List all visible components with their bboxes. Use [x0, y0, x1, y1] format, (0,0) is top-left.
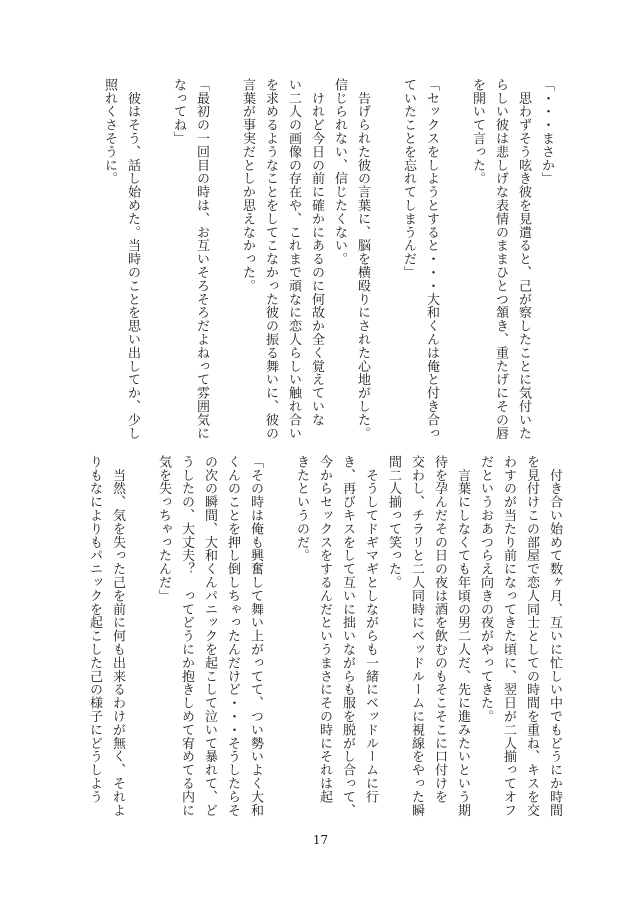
text-line: 当然、気を失った己を前に何も出来るわけが無く、それよ: [110, 455, 125, 817]
text-line: い二人の画像の存在や、これまで頑なに恋人らしい触れ合い: [286, 78, 301, 440]
text-line: きたというのだ。: [294, 455, 309, 563]
text-line: を見付けこの部屋で恋人同士としての時間を重ね、キスを交: [524, 455, 539, 817]
text-line: [129, 455, 152, 800]
text-line: を求めるようなことをしてこなかった彼の振る舞いに、彼の: [263, 78, 278, 440]
text-line: りもなによりもパニックを起こした己の様子にどうしよう: [87, 455, 102, 804]
text-line: 言葉にしなくても年頃の男二人だ、先に進みたいという期: [455, 455, 470, 817]
text-line: 信じられない、信じたくない。: [332, 78, 347, 266]
text-line: 言葉が事実だとしか思えなかった。: [240, 78, 255, 293]
text-line: 「セックスをしようとすると・・・大和くんは俺と付き合っ: [424, 78, 439, 440]
text-line: 気を失っちゃったんだ」: [156, 455, 171, 603]
text-line: くんのことを押し倒しちゃったんだけど・・・そうしたらそ: [225, 455, 240, 817]
text-line: [144, 78, 167, 438]
text-line: [443, 78, 466, 438]
text-line: を開いて言った。: [470, 78, 485, 186]
text-line: らしい彼は悲しげな表情のままひとつ頷き、重たげにその唇: [493, 78, 508, 440]
text-line: わすのが当たり前になってきた頃に、翌日が二人揃ってオフ: [501, 455, 516, 817]
text-line: 「その時は俺も興奮して舞い上がってて、つい勢いよく大和: [248, 455, 263, 817]
text-line: 告げられた彼の言葉に、脳を横殴りにされた心地がした。: [355, 78, 370, 440]
text-line: ていたことを忘れてしまうんだ」: [401, 78, 416, 279]
text-line: [374, 78, 397, 438]
text-line: 「・・・まさか」: [539, 78, 554, 186]
text-line: 照れくさそうに。: [102, 78, 117, 186]
text-line: 付き合い始めて数ヶ月、互いに忙しい中でもどうにか時間: [547, 455, 562, 817]
text-line: [213, 78, 236, 438]
top-text-block: [93, 78, 558, 438]
text-line: 今からセックスをするんだというまさにその時にそれは起: [317, 455, 332, 804]
text-line: 待を孕んだその日の夜は酒を飲むのもそこそこに口付けを: [432, 455, 447, 804]
text-line: けれど今日の前に確かにあるのに何故か全く覚えていな: [309, 78, 324, 427]
text-line: [267, 455, 290, 800]
text-line: なってね」: [171, 78, 186, 145]
bottom-text-block: [87, 455, 566, 817]
text-line: 「最初の一回目の時は、お互いそろそろだよねって雰囲気に: [194, 78, 209, 440]
text-line: うしたの、大丈夫？ ってどうにか抱きしめて宥めてる内に: [179, 455, 194, 817]
text-line: き、再びキスをして互いに拙いながらも服を脱がし合って、: [340, 455, 355, 817]
page-number: 17: [312, 833, 329, 847]
text-line: そうしてドギマギとしながらも一緒にベッドルームに行: [363, 455, 378, 804]
text-line: の次の瞬間、大和くんパニックを起こして泣いて暴れて、ど: [202, 455, 217, 817]
text-line: 交わし、チラリと二人同時にベッドルームに視線をやった瞬: [409, 455, 424, 817]
text-line: 彼はそう、話し始めた。当時のことを思い出してか、少し: [125, 78, 140, 440]
text-line: 思わずそう呟き彼を見遣ると、己が察したことに気付いた: [516, 78, 531, 440]
text-line: 間二人揃って笑った。: [386, 455, 401, 589]
text-line: だというおあつらえ向きの夜がやってきた。: [478, 455, 493, 723]
